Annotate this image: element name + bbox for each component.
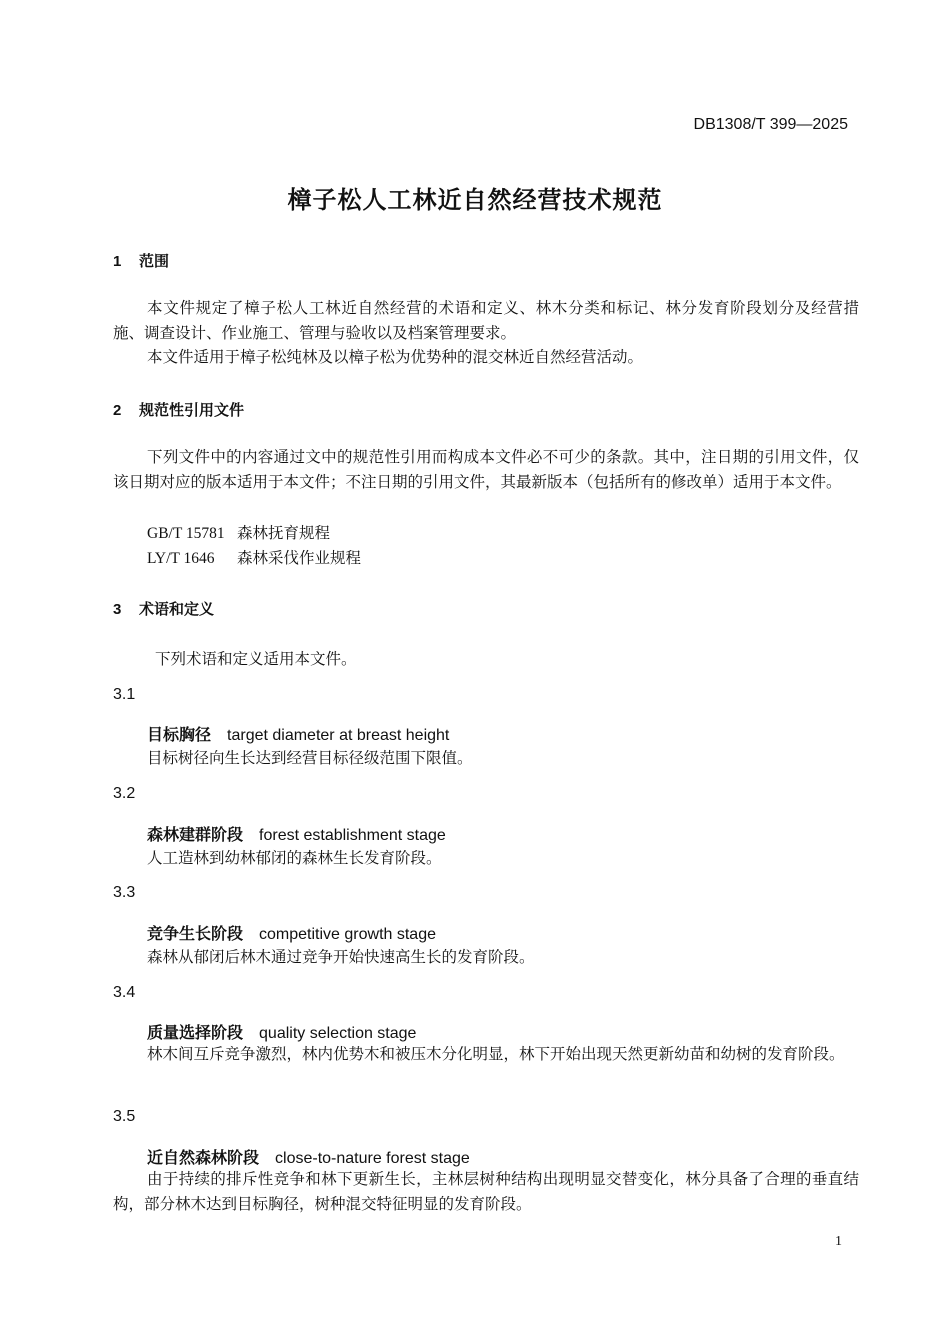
term-zh: 竞争生长阶段 [147,926,244,943]
term-number: 3.5 [113,1108,136,1125]
document-number: DB1308/T 399—2025 [693,116,848,133]
reference-name: 森林采伐作业规程 [237,550,362,567]
page-number: 1 [835,1234,842,1249]
term-zh: 质量选择阶段 [147,1025,244,1042]
reference-item [147,521,330,543]
section-2-paragraph-1: 下列文件中的内容通过文中的规范性引用而构成本文件必不可少的条款。其中，注日期的引用文件，仅该日期对应的版本适用于本文件；不注日期的引用文件，其最新版本（包括所有的修改单）适用于本文件。 [113,449,859,491]
term-en: close-to-nature forest stage [275,1150,470,1167]
section-2-heading [113,399,244,420]
term-heading [147,722,449,745]
term-definition: 目标树径向生长达到经营目标径级范围下限值。 [147,750,473,767]
section-title: 规范性引用文件 [139,402,245,419]
term-zh: 近自然森林阶段 [147,1150,260,1167]
reference-code: GB/T 15781 [147,525,225,542]
section-3-heading [113,598,214,619]
term-en: target diameter at breast height [227,727,450,744]
term-heading [147,921,436,944]
term-number: 3.4 [113,984,136,1001]
term-heading [147,822,446,845]
term-number: 3.2 [113,785,136,802]
term-definition: 人工造林到幼林郁闭的森林生长发育阶段。 [147,850,442,867]
reference-name: 森林抚育规程 [237,525,331,542]
term-heading [147,1145,470,1168]
term-definition: 由于持续的排斥性竞争和林下更新生长，主林层树种结构出现明显交替变化，林分具备了合理的垂直结构，部分林木达到目标胸径，树种混交特征明显的发育阶段。 [113,1171,859,1213]
section-number: 1 [113,253,122,270]
term-en: competitive growth stage [259,926,436,943]
term-number: 3.1 [113,686,136,703]
section-title: 术语和定义 [139,601,215,618]
term-definition: 林木间互斥竞争激烈，林内优势木和被压木分化明显，林下开始出现天然更新幼苗和幼树的发育阶段。 [147,1046,845,1063]
term-en: quality selection stage [259,1025,417,1042]
term-number: 3.3 [113,884,136,901]
section-number: 3 [113,601,122,618]
section-1-paragraph-2: 本文件适用于樟子松纯林及以樟子松为优势种的混交林近自然经营活动。 [147,349,644,366]
section-title: 范围 [139,253,170,270]
term-definition: 森林从郁闭后林木通过竞争开始快速高生长的发育阶段。 [147,949,535,966]
term-en: forest establishment stage [259,827,446,844]
reference-code: LY/T 1646 [147,550,215,567]
section-1-heading [113,250,169,271]
term-zh: 目标胸径 [147,727,212,744]
term-heading [147,1020,416,1043]
term-zh: 森林建群阶段 [147,827,244,844]
section-3-intro: 下列术语和定义适用本文件。 [155,651,357,668]
section-number: 2 [113,402,122,419]
section-1-paragraph-1: 本文件规定了樟子松人工林近自然经营的术语和定义、林木分类和标记、林分发育阶段划分及经营措施、调查设计、作业施工、管理与验收以及档案管理要求。 [113,300,859,342]
reference-item [147,546,361,568]
page-title: 樟子松人工林近自然经营技术规范 [287,187,663,214]
